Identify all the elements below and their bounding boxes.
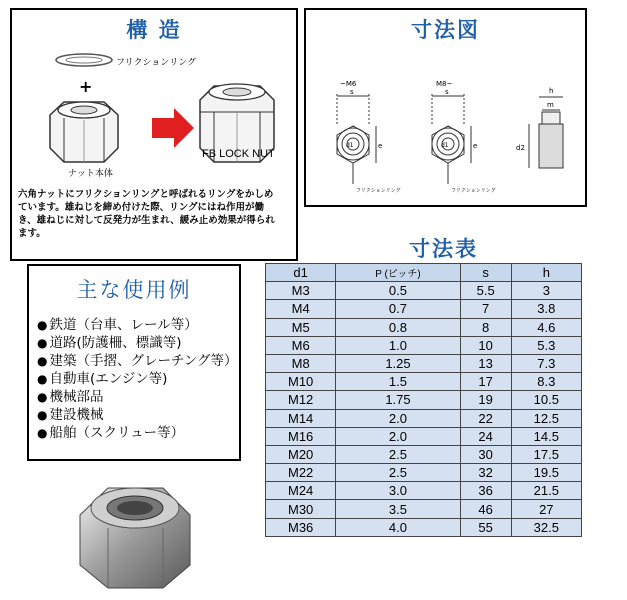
nut-body-icon [50,102,118,162]
svg-text:d1: d1 [346,142,354,149]
structure-title: 構 造 [126,18,182,42]
svg-text:e: e [473,142,478,150]
svg-text:フリクションリング: フリクションリング [451,188,496,194]
table-cell: 5.3 [511,336,581,354]
dimension-drawing [306,42,585,207]
table-row [266,336,582,354]
table-cell: 10.5 [511,391,581,409]
table-cell: 7.3 [511,354,581,372]
table-row [266,500,582,518]
table-cell: M20 [266,445,336,463]
header-d1: d1 [266,264,336,282]
table-cell: M10 [266,373,336,391]
use-item: ● 機械部品 [37,388,238,406]
table-cell: 24 [460,427,511,445]
drawing-panel [304,8,587,207]
table-cell: 3.0 [336,482,460,500]
table-cell: M36 [266,518,336,536]
svg-text:e: e [378,142,383,150]
table-cell: M16 [266,427,336,445]
table-cell: M8 [266,354,336,372]
table-row [266,482,582,500]
table-cell: 1.5 [336,373,460,391]
use-item: ● 建築（手摺、グレーチング等） [37,352,238,370]
product-label: FB LOCK NUT [202,148,275,160]
table-cell: 32.5 [511,518,581,536]
nut-side-view-icon [529,97,563,168]
uses-panel [27,264,241,461]
table-cell: 4.0 [336,518,460,536]
table-cell: 27 [511,500,581,518]
table-cell: 0.5 [336,282,460,300]
table-cell: 8 [460,318,511,336]
table-row [266,464,582,482]
table-row [266,409,582,427]
table-cell: 8.3 [511,373,581,391]
table-cell: 14.5 [511,427,581,445]
svg-text:フリクションリング: フリクションリング [356,188,401,194]
header-s: s [460,264,511,282]
plus-sign: + [79,77,93,96]
table-row [266,354,582,372]
table-cell: M12 [266,391,336,409]
svg-text:d1: d1 [441,142,449,149]
structure-description: 六角ナットにフリクションリングと呼ばれるリングをかしめています。雄ねじを締め付けた際、リングにはね作用が働き、雄ねじに対して反発力が生まれ、緩み止め効果が得られます。 [18,189,275,239]
table-cell: 46 [460,500,511,518]
table-cell: M22 [266,464,336,482]
use-item: ● 船舶（スクリュー等） [37,424,238,442]
table-cell: 5.5 [460,282,511,300]
table-cell: 32 [460,464,511,482]
table-cell: 3.8 [511,300,581,318]
use-item: ● 道路(防護柵、標識等) [37,334,238,352]
table-cell: 19.5 [511,464,581,482]
svg-text:s: s [350,88,354,96]
table-row [266,373,582,391]
table-cell: 3.5 [336,500,460,518]
structure-panel [10,8,298,261]
nut-body-label: ナット本体 [68,169,113,179]
friction-ring-label: フリクションリング [116,58,197,68]
table-row [266,518,582,536]
table-cell: 21.5 [511,482,581,500]
table-cell: 7 [460,300,511,318]
lock-nut-photo [68,470,198,595]
table-cell: 1.0 [336,336,460,354]
table-cell: 1.75 [336,391,460,409]
use-item: ● 建設機械 [37,406,238,424]
table-cell: 12.5 [511,409,581,427]
table-cell: M3 [266,282,336,300]
use-item: ● 鉄道（台車、レール等） [37,316,238,334]
drawing-title: 寸法図 [411,18,480,42]
svg-text:m: m [547,101,554,109]
svg-text:s: s [445,88,449,96]
table-cell: 36 [460,482,511,500]
table-cell: 2.0 [336,409,460,427]
table-row [266,318,582,336]
table-cell: 0.7 [336,300,460,318]
table-cell: 1.25 [336,354,460,372]
table-cell: 17.5 [511,445,581,463]
svg-text:~M6: ~M6 [340,80,357,88]
table-cell: M4 [266,300,336,318]
table-cell: 2.5 [336,445,460,463]
table-cell: 19 [460,391,511,409]
header-h: h [511,264,581,282]
table-cell: 13 [460,354,511,372]
table-cell: M24 [266,482,336,500]
table-row [266,445,582,463]
dimension-table [265,263,582,537]
table-cell: M14 [266,409,336,427]
table-cell: 55 [460,518,511,536]
header-pitch: P (ピッチ) [336,264,460,282]
table-cell: 0.8 [336,318,460,336]
table-title: 寸法表 [409,237,478,261]
use-item: ● 自動車(エンジン等) [37,370,238,388]
table-cell: 10 [460,336,511,354]
table-row [266,282,582,300]
svg-text:h: h [549,87,554,95]
uses-list [37,316,238,442]
table-row [266,391,582,409]
nut-top-view-small-icon [337,94,376,184]
table-cell: M5 [266,318,336,336]
svg-text:d2: d2 [516,144,525,152]
table-cell: M30 [266,500,336,518]
table-cell: 17 [460,373,511,391]
table-cell: 4.6 [511,318,581,336]
table-header-row [266,264,582,282]
nut-top-view-large-icon [432,94,471,184]
table-cell: 3 [511,282,581,300]
uses-title: 主な使用例 [76,278,192,302]
table-cell: 2.5 [336,464,460,482]
table-cell: 30 [460,445,511,463]
table-row [266,300,582,318]
table-cell: 22 [460,409,511,427]
table-cell: 2.0 [336,427,460,445]
table-row [266,427,582,445]
table-cell: M6 [266,336,336,354]
arrow-right-icon [152,108,194,148]
svg-text:M8~: M8~ [436,80,453,88]
